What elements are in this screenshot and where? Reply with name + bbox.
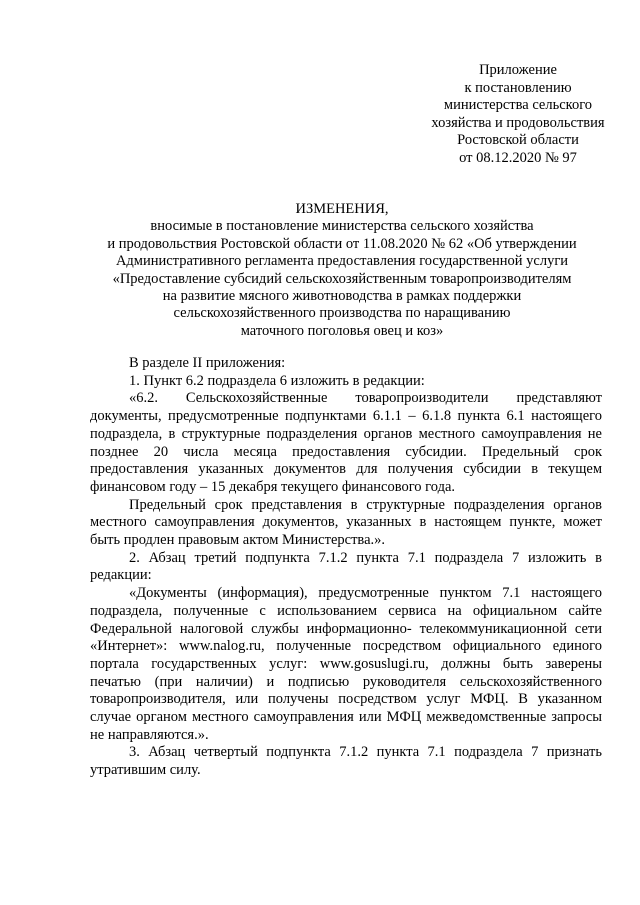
body-paragraph: В разделе II приложения: — [129, 355, 286, 371]
title-line: маточного поголовья овец и коз» — [240, 322, 444, 339]
appendix-line: к постановлению — [464, 79, 572, 96]
appendix-line: хозяйства и продовольствия — [431, 114, 605, 131]
title-line: «Предоставление субсидий сельскохозяйственным товаропроизводителям — [112, 270, 572, 287]
body-paragraph: Предельный срок представления в структурные подразделения органов местного самоуправления документов, указанных в настоящем пункте, может быть продлен правовым актом Министерства.». — [90, 496, 602, 549]
body-paragraph: «Документы (информация), предусмотренные пунктом 7.1 настоящего подраздела, полученные с использованием сервиса на официальном сайте Федеральной налоговой службы информационно- телекоммуникационной сети «Интернет»: www.nalog.ru, полученные посредством официального единого портала государственных услуг: www.gosuslugi.ru, должны быть заверены печатью (при наличии) и подписью руководителя сельскохозяйственного товаропроизводителя, или получены посредством услуг МФЦ. В указанном случае органом местного самоуправления или МФЦ межведомственные запросы не направляются.». — [90, 585, 602, 743]
body-paragraph: «6.2. Сельскохозяйственные товаропроизводители представляют документы, предусмотренные подпунктами 6.1.1 – 6.1.8 пункта 6.1 настоящего подраздела, в структурные подразделения органов местного самоуправления не позднее 20 числа месяца предоставления субсидии. Предельный срок предоставления указанных документов для получения субсидии в текущем финансовом году – 15 декабря текущего финансового года. — [90, 390, 602, 495]
appendix-line: министерства сельского — [443, 97, 593, 114]
appendix-date-number: от 08.12.2020 № 97 — [459, 149, 577, 166]
body-paragraph: 3. Абзац четвертый подпункта 7.1.2 пункта 7.1 подраздела 7 признать утратившим силу. — [90, 744, 602, 779]
document-title — [72, 201, 612, 340]
title-line: вносимые в постановление министерства сельского хозяйства — [150, 218, 534, 235]
appendix-line: Ростовской области — [457, 132, 579, 149]
title-heading: ИЗМЕНЕНИЯ, — [295, 201, 389, 217]
title-line: и продовольствия Ростовской области от 11.08.2020 № 62 «Об утверждении — [107, 235, 577, 252]
appendix-header — [418, 62, 618, 168]
document-body — [90, 355, 602, 780]
appendix-line: Приложение — [479, 62, 557, 78]
title-line: сельскохозяйственного производства по наращиванию — [173, 305, 511, 322]
title-line: Административного регламента предоставления государственной услуги — [115, 253, 569, 270]
body-paragraph: 2. Абзац третий подпункта 7.1.2 пункта 7.1 подраздела 7 изложить в редакции: — [90, 549, 602, 584]
title-line: на развитие мясного животноводства в рамках поддержки — [162, 288, 522, 305]
body-paragraph: 1. Пункт 6.2 подраздела 6 изложить в редакции: — [129, 372, 425, 389]
